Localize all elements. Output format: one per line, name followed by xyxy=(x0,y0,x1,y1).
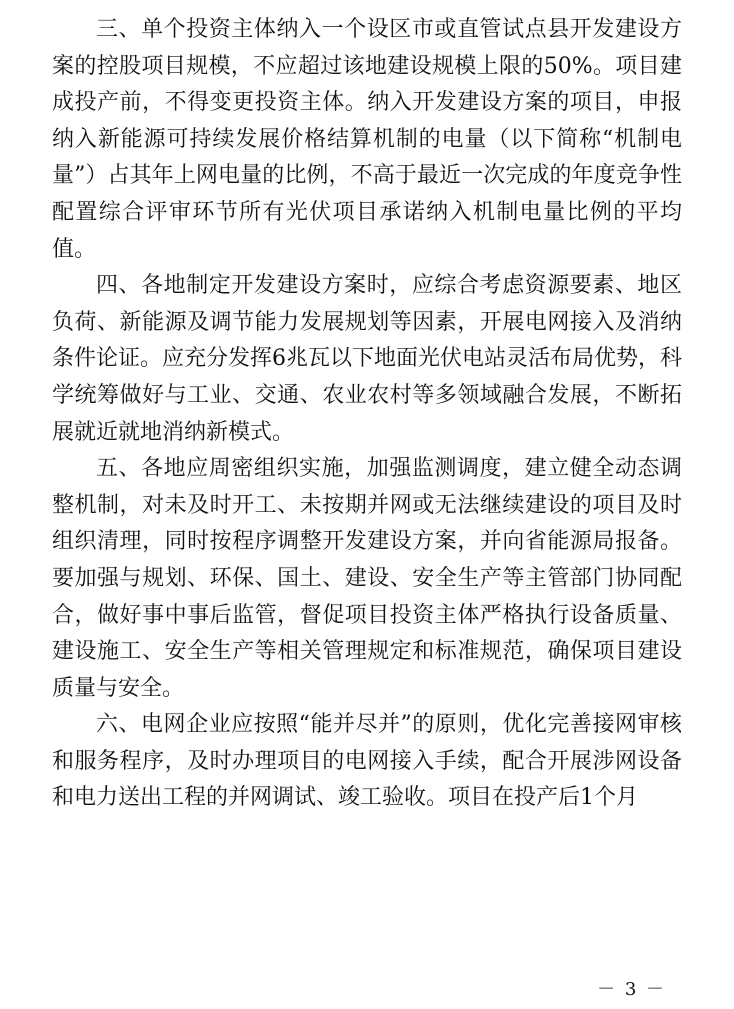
paragraph-section-3: 三、单个投资主体纳入一个设区市或直管试点县开发建设方案的控股项目规模，不应超过该地建设规模上限的50%。项目建成投产前，不得变更投资主体。纳入开发建设方案的项目，申报纳入新能源可持续发展价格结算机制的电量（以下简称“机制电量”）占其年上网电量的比例，不高于最近一次完成的年度竞争性配置综合评审环节所有光伏项目承诺纳入机制电量比例的平均值。 xyxy=(52,17,682,262)
document-body xyxy=(52,12,682,817)
page-number: － 3 － xyxy=(597,979,666,1000)
paragraph-section-4: 四、各地制定开发建设方案时，应综合考虑资源要素、地区负荷、新能源及调节能力发展规划等因素，开展电网接入及消纳条件论证。应充分发挥6兆瓦以下地面光伏电站灵活布局优势，科学统筹做好与工业、交通、农业农村等多领域融合发展，不断拓展就近就地消纳新模式。 xyxy=(52,273,682,445)
paragraph-section-5: 五、各地应周密组织实施，加强监测调度，建立健全动态调整机制，对未及时开工、未按期并网或无法继续建设的项目及时组织清理，同时按程序调整开发建设方案，并向省能源局报备。要加强与规划、环保、国土、建设、安全生产等主管部门协同配合，做好事中事后监管，督促项目投资主体严格执行设备质量、建设施工、安全生产等相关管理规定和标准规范，确保项目建设质量与安全。 xyxy=(52,456,682,701)
paragraph-section-6: 六、电网企业应按照“能并尽并”的原则，优化完善接网审核和服务程序，及时办理项目的电网接入手续，配合开展涉网设备和电力送出工程的并网调试、竣工验收。项目在投产后1个月 xyxy=(52,712,682,811)
